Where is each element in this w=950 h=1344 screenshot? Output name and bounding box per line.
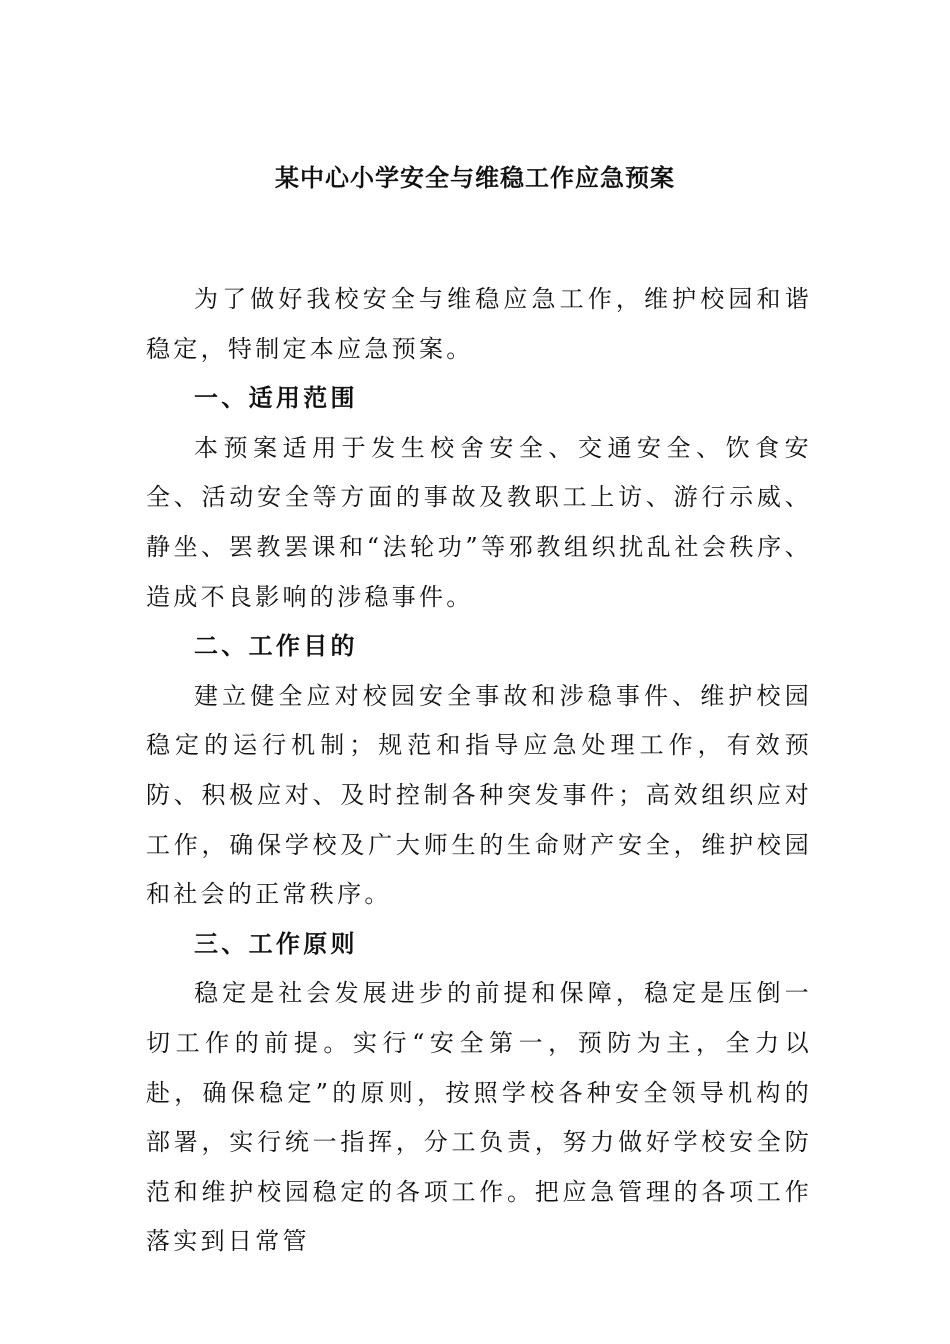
section-paragraph-purpose: 建立健全应对校园安全事故和涉稳事件、维护校园稳定的运行机制；规范和指导应急处理工作，有效预防、积极应对、及时控制各种突发事件；高效组织应对工作，确保学校及广大师生的生命财产安全，维护校园和社会的正常秩序。: [146, 681, 812, 909]
section-paragraph-scope: 本预案适用于发生校舍安全、交通安全、饮食安全、活动安全等方面的事故及教职工上访、游行示威、静坐、罢教罢课和“法轮功”等邪教组织扰乱社会秩序、造成不良影响的涉稳事件。: [146, 433, 812, 611]
section-heading-principles: 三、工作原则: [194, 929, 358, 958]
section-paragraph-principles: 稳定是社会发展进步的前提和保障，稳定是压倒一切工作的前提。实行“安全第一，预防为主，全力以赴，确保稳定”的原则，按照学校各种安全领导机构的部署，实行统一指挥，分工负责，努力做好学校安全防范和维护校园稳定的各项工作。把应急管理的各项工作落实到日常管: [146, 979, 812, 1256]
section-heading-scope: 一、适用范围: [194, 384, 358, 413]
document-body: [146, 275, 812, 1267]
intro-paragraph: 为了做好我校安全与维稳应急工作，维护校园和谐稳定，特制定本应急预案。: [146, 285, 812, 363]
section-heading-purpose: 二、工作目的: [194, 632, 358, 661]
document-title: 某中心小学安全与维稳工作应急预案: [275, 164, 675, 192]
